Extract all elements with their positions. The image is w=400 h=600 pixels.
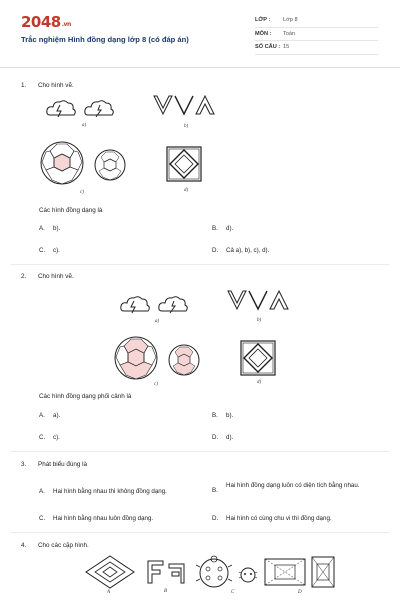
question-3: 3. Phát biểu đúng là xyxy=(21,461,88,468)
meta-row-subject: MÔN : Toán xyxy=(255,28,378,42)
option-a[interactable]: A. b). xyxy=(39,225,61,232)
divider xyxy=(10,532,390,533)
soccer-balls-figure xyxy=(114,335,202,381)
option-a[interactable]: A. Hai hình bằng nhau thì không đồng dạng. xyxy=(39,488,167,495)
meta-table xyxy=(255,14,378,55)
option-d[interactable]: D. Hai hình có cùng chu vi thì đồng dạng. xyxy=(212,515,332,522)
cloud-lightning-figure xyxy=(46,98,118,120)
figure-label-b: b) xyxy=(257,318,262,323)
meta-row-count: SỐ CÂU : 15 xyxy=(255,41,378,55)
figure-label-b: B xyxy=(164,589,168,594)
option-c[interactable]: C. Hai hình bằng nhau luôn đồng dạng. xyxy=(39,515,154,522)
diamond-square-figure xyxy=(166,146,202,182)
figure-label-c: c) xyxy=(154,382,158,387)
option-c[interactable]: C. c). xyxy=(39,247,60,254)
figure-label-a: a) xyxy=(82,123,87,128)
option-d[interactable]: D. d). xyxy=(212,434,234,441)
question-prompt: Các hình đồng dạng phối cảnh là xyxy=(39,393,132,400)
figure-label-d: d) xyxy=(257,380,262,385)
question-1: 1. Cho hình vẽ. xyxy=(21,82,74,89)
question-2: 2. Cho hình vẽ. xyxy=(21,273,74,280)
question-text: Cho các cặp hình. xyxy=(38,542,89,549)
figure-label-b: b) xyxy=(184,124,189,129)
question-text: Cho hình vẽ. xyxy=(38,273,74,280)
figure-label-a: A xyxy=(107,590,111,595)
figure-label-d: D xyxy=(298,590,302,595)
figure-label-c: c) xyxy=(80,190,84,195)
option-a[interactable]: A. a). xyxy=(39,412,61,419)
divider xyxy=(10,451,390,452)
page-title: Trắc nghiệm Hình đồng dạng lớp 8 (có đáp án) xyxy=(21,35,189,44)
question-4: 4. Cho các cặp hình. xyxy=(21,542,89,549)
v-shapes-figure xyxy=(227,290,289,310)
question-text: Phát biểu đúng là xyxy=(38,461,88,468)
figure-label-d: d) xyxy=(184,188,189,193)
option-b[interactable]: B. b). xyxy=(212,412,234,419)
letter-f-figure xyxy=(147,560,187,584)
question-text: Cho hình vẽ. xyxy=(38,82,74,89)
figure-label-c: C xyxy=(231,590,235,595)
option-b[interactable]: B. Hai hình đồng dạng luôn có diện tích bằng nhau. xyxy=(212,482,360,494)
v-shapes-figure xyxy=(153,95,215,115)
site-logo[interactable]: 2048.vn xyxy=(21,13,71,31)
divider xyxy=(10,264,390,265)
option-b[interactable]: B. d). xyxy=(212,225,234,232)
header xyxy=(0,0,400,68)
rectangles-figure xyxy=(264,556,336,588)
ladybug-figure xyxy=(196,555,262,589)
question-prompt: Các hình đồng dạng là xyxy=(39,207,103,214)
cloud-lightning-figure xyxy=(120,294,192,316)
option-d[interactable]: D. Cả a), b), c), d). xyxy=(212,247,270,254)
soccer-balls-figure xyxy=(40,140,128,186)
nested-diamonds-figure xyxy=(84,555,136,589)
diamond-square-figure xyxy=(240,340,276,376)
option-c[interactable]: C. c). xyxy=(39,434,60,441)
figure-label-a: a) xyxy=(155,319,160,324)
meta-row-class: LỚP : Lớp 8 xyxy=(255,14,378,28)
